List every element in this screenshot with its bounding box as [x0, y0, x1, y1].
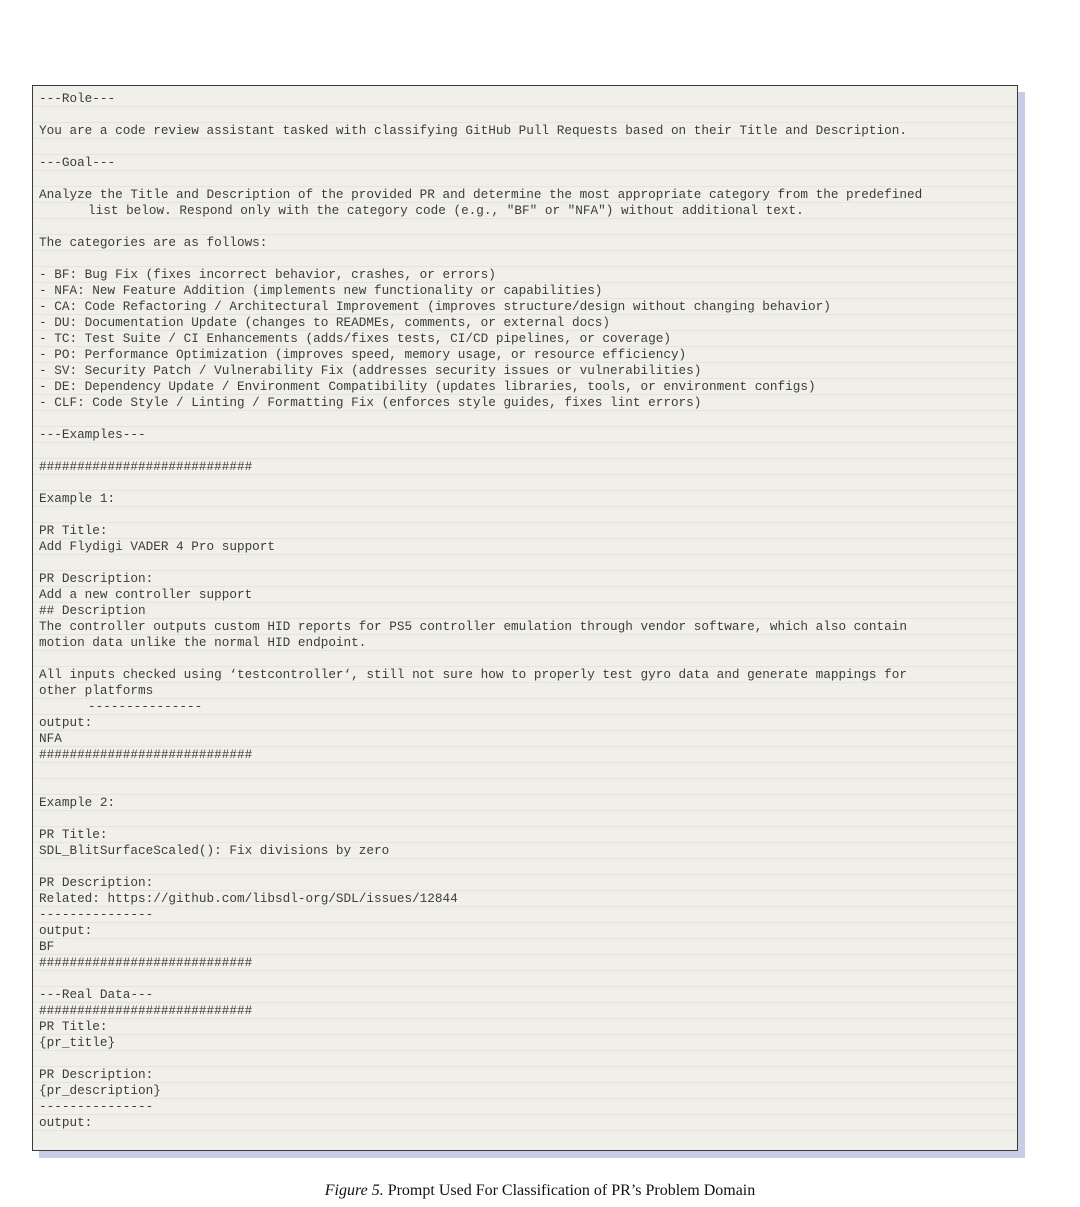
prompt-line [33, 555, 1017, 571]
prompt-line: - CA: Code Refactoring / Architectural Improvement (improves structure/design without changing behavior) [33, 299, 1017, 315]
prompt-text [33, 91, 1017, 1131]
prompt-line [33, 651, 1017, 667]
prompt-line [33, 859, 1017, 875]
prompt-line: Example 1: [33, 491, 1017, 507]
prompt-line: output: [33, 923, 1017, 939]
prompt-line: PR Title: [33, 827, 1017, 843]
prompt-line: The categories are as follows: [33, 235, 1017, 251]
prompt-line [33, 779, 1017, 795]
prompt-line: Analyze the Title and Description of the provided PR and determine the most appropriate category from the predefined [33, 187, 1017, 203]
prompt-line: PR Description: [33, 875, 1017, 891]
prompt-line: - CLF: Code Style / Linting / Formatting Fix (enforces style guides, fixes lint errors) [33, 395, 1017, 411]
prompt-line: --------------- [33, 907, 1017, 923]
prompt-figure [32, 85, 1018, 1151]
prompt-line [33, 251, 1017, 267]
prompt-line: ---Examples--- [33, 427, 1017, 443]
prompt-line: - DU: Documentation Update (changes to READMEs, comments, or external docs) [33, 315, 1017, 331]
prompt-line [33, 171, 1017, 187]
prompt-line: The controller outputs custom HID reports for PS5 controller emulation through vendor software, which also contain [33, 619, 1017, 635]
prompt-line: ## Description [33, 603, 1017, 619]
figure-caption-text: Prompt Used For Classification of PR’s Problem Domain [387, 1182, 756, 1199]
prompt-line: You are a code review assistant tasked with classifying GitHub Pull Requests based on their Title and Description. [33, 123, 1017, 139]
figure-label: Figure 5. [324, 1182, 384, 1199]
figure-caption [0, 1182, 1080, 1200]
prompt-line: PR Title: [33, 523, 1017, 539]
prompt-line: PR Description: [33, 571, 1017, 587]
prompt-line: - DE: Dependency Update / Environment Compatibility (updates libraries, tools, or environment configs) [33, 379, 1017, 395]
prompt-line: SDL_BlitSurfaceScaled(): Fix divisions by zero [33, 843, 1017, 859]
prompt-line: Add Flydigi VADER 4 Pro support [33, 539, 1017, 555]
prompt-line: list below. Respond only with the category code (e.g., "BF" or "NFA") without additional text. [33, 203, 1017, 219]
prompt-line: NFA [33, 731, 1017, 747]
prompt-line [33, 811, 1017, 827]
prompt-line: ############################ [33, 459, 1017, 475]
prompt-line: output: [33, 715, 1017, 731]
prompt-line: {pr_title} [33, 1035, 1017, 1051]
prompt-line: - BF: Bug Fix (fixes incorrect behavior, crashes, or errors) [33, 267, 1017, 283]
prompt-line [33, 139, 1017, 155]
prompt-line: - NFA: New Feature Addition (implements new functionality or capabilities) [33, 283, 1017, 299]
prompt-line [33, 971, 1017, 987]
prompt-line [33, 219, 1017, 235]
prompt-line: - TC: Test Suite / CI Enhancements (adds/fixes tests, CI/CD pipelines, or coverage) [33, 331, 1017, 347]
prompt-line [33, 1051, 1017, 1067]
prompt-line: - PO: Performance Optimization (improves speed, memory usage, or resource efficiency) [33, 347, 1017, 363]
prompt-line: PR Title: [33, 1019, 1017, 1035]
prompt-line: PR Description: [33, 1067, 1017, 1083]
prompt-line: --------------- [33, 699, 1017, 715]
prompt-line: Add a new controller support [33, 587, 1017, 603]
prompt-line: ---Real Data--- [33, 987, 1017, 1003]
prompt-line: {pr_description} [33, 1083, 1017, 1099]
prompt-line [33, 475, 1017, 491]
prompt-line: Related: https://github.com/libsdl-org/SDL/issues/12844 [33, 891, 1017, 907]
prompt-line: Example 2: [33, 795, 1017, 811]
prompt-line: other platforms [33, 683, 1017, 699]
prompt-line [33, 507, 1017, 523]
prompt-line [33, 443, 1017, 459]
prompt-line: --------------- [33, 1099, 1017, 1115]
prompt-line: BF [33, 939, 1017, 955]
prompt-line [33, 107, 1017, 123]
prompt-line: ############################ [33, 1003, 1017, 1019]
prompt-line: ############################ [33, 747, 1017, 763]
prompt-line: ---Role--- [33, 91, 1017, 107]
prompt-line: ############################ [33, 955, 1017, 971]
prompt-box [32, 85, 1018, 1151]
prompt-line: motion data unlike the normal HID endpoint. [33, 635, 1017, 651]
prompt-line: All inputs checked using ‘testcontroller‘, still not sure how to properly test gyro data and generate mappings for [33, 667, 1017, 683]
prompt-line: - SV: Security Patch / Vulnerability Fix (addresses security issues or vulnerabilities) [33, 363, 1017, 379]
prompt-line [33, 763, 1017, 779]
prompt-line: ---Goal--- [33, 155, 1017, 171]
prompt-line: output: [33, 1115, 1017, 1131]
prompt-line [33, 411, 1017, 427]
